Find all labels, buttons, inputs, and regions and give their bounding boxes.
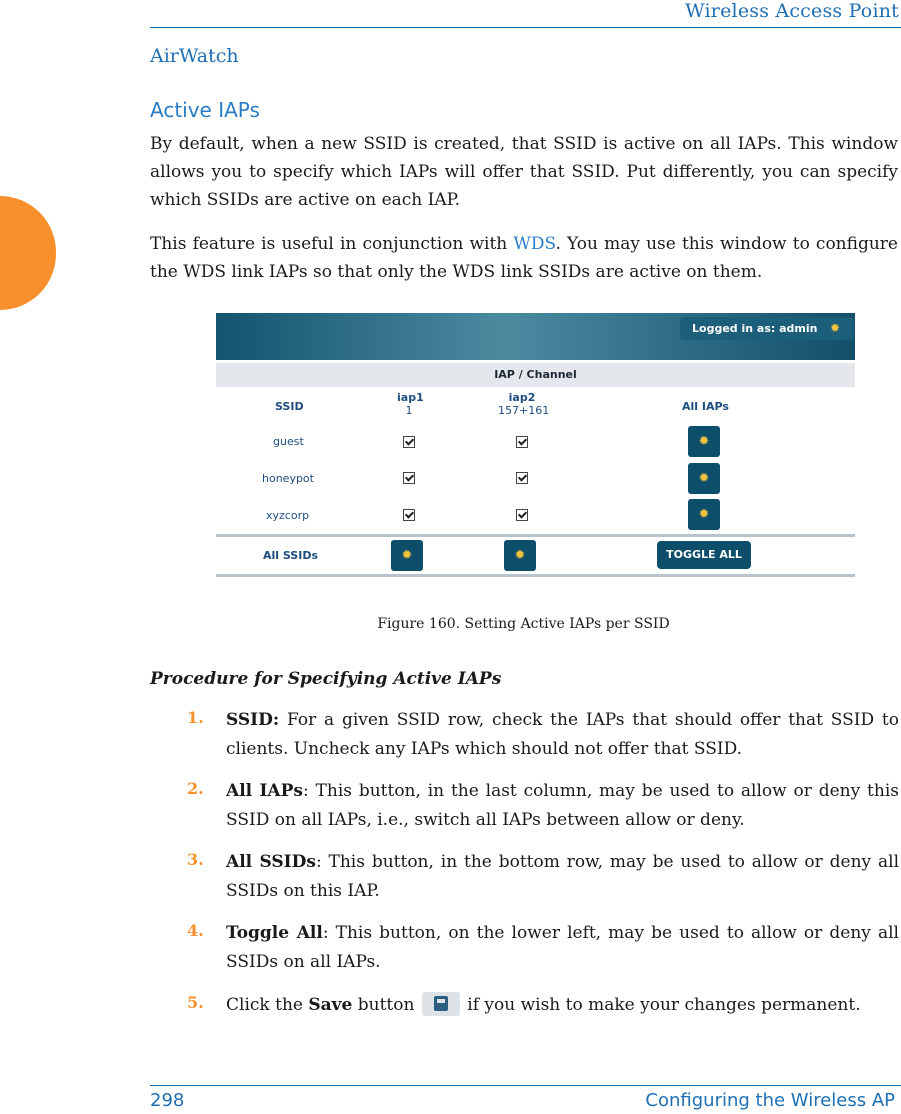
gear-icon: ✹ bbox=[698, 434, 710, 449]
all-ssids-button-iap1[interactable] bbox=[391, 540, 423, 571]
checkbox-honeypot-iap2[interactable] bbox=[516, 472, 528, 484]
step-5: Click the Save button if you wish to make your changes permanent. bbox=[226, 991, 899, 1020]
header-rule bbox=[150, 27, 901, 28]
paragraph-2: This feature is useful in conjunction with WDS. You may use this window to configure the WDS link IAPs so that only the WDS link SSIDs are active on them. bbox=[150, 234, 898, 282]
step-1: SSID: For a given SSID row, check the IAPs that should offer that SSID to clients. Uncheck any IAPs which should not offer that SSID. bbox=[226, 710, 899, 759]
wds-link[interactable]: WDS bbox=[513, 234, 556, 254]
step-number: 5. bbox=[187, 993, 204, 1012]
gear-icon: ✹ bbox=[514, 548, 526, 563]
step-4: Toggle All: This button, on the lower left, may be used to allow or deny all SSIDs on all IAPs. bbox=[226, 923, 899, 972]
divider bbox=[216, 574, 855, 577]
all-iaps-button-honeypot[interactable] bbox=[688, 463, 720, 494]
checkbox-guest-iap1[interactable] bbox=[403, 436, 415, 448]
section-title: AirWatch bbox=[150, 45, 239, 67]
all-ssids-button-iap2[interactable] bbox=[504, 540, 536, 571]
col-iap1: iap1 1 bbox=[397, 391, 424, 417]
save-icon bbox=[422, 992, 460, 1016]
col-iap2: iap2 157+161 bbox=[498, 391, 550, 417]
divider bbox=[216, 534, 855, 537]
step-2: All IAPs: This button, in the last column, may be used to allow or deny this SSID on all IAPs, i.e., switch all IAPs between allow or deny. bbox=[226, 781, 899, 830]
checkbox-guest-iap2[interactable] bbox=[516, 436, 528, 448]
checkbox-xyzcorp-iap2[interactable] bbox=[516, 509, 528, 521]
procedure-title: Procedure for Specifying Active IAPs bbox=[150, 669, 502, 689]
all-ssids-label: All SSIDs bbox=[263, 549, 319, 562]
step-number: 2. bbox=[187, 779, 204, 798]
all-iaps-button-guest[interactable] bbox=[688, 426, 720, 457]
col-all-iaps: All IAPs bbox=[682, 400, 729, 413]
step-number: 3. bbox=[187, 850, 204, 869]
checkbox-honeypot-iap1[interactable] bbox=[403, 472, 415, 484]
page-number: 298 bbox=[150, 1090, 185, 1111]
toggle-all-button[interactable]: TOGGLE ALL bbox=[657, 541, 751, 569]
figure-caption: Figure 160. Setting Active IAPs per SSID bbox=[377, 616, 670, 632]
chapter-tab bbox=[0, 196, 56, 310]
row-ssid-honeypot: honeypot bbox=[262, 472, 314, 485]
step-number: 1. bbox=[187, 708, 204, 727]
gear-icon: ✹ bbox=[401, 548, 413, 563]
paragraph-1: By default, when a new SSID is created, that SSID is active on all IAPs. This window allows you to specify which IAPs will offer that SSID. Put differently, you can specify which SSIDs are active on each IAP. bbox=[150, 134, 898, 210]
app-header-bar bbox=[216, 313, 855, 360]
all-iaps-button-xyzcorp[interactable] bbox=[688, 499, 720, 530]
checkbox-xyzcorp-iap1[interactable] bbox=[403, 509, 415, 521]
step-3: All SSIDs: This button, in the bottom row, may be used to allow or deny all SSIDs on this IAP. bbox=[226, 852, 899, 901]
login-status[interactable]: Logged in as: admin ✹ bbox=[680, 317, 854, 340]
row-ssid-xyzcorp: xyzcorp bbox=[266, 509, 310, 522]
iap-channel-band: IAP / Channel bbox=[216, 363, 855, 387]
gear-icon: ✹ bbox=[698, 507, 710, 522]
gear-icon[interactable]: ✹ bbox=[829, 321, 840, 335]
row-ssid-guest: guest bbox=[273, 435, 304, 448]
col-ssid: SSID bbox=[275, 400, 304, 413]
chapter-title: Configuring the Wireless AP bbox=[645, 1090, 895, 1111]
running-header: Wireless Access Point bbox=[685, 0, 899, 22]
subheading: Active IAPs bbox=[150, 98, 260, 122]
figure-active-iaps bbox=[216, 313, 855, 579]
step-number: 4. bbox=[187, 921, 204, 940]
footer-rule bbox=[150, 1085, 901, 1086]
gear-icon: ✹ bbox=[698, 471, 710, 486]
